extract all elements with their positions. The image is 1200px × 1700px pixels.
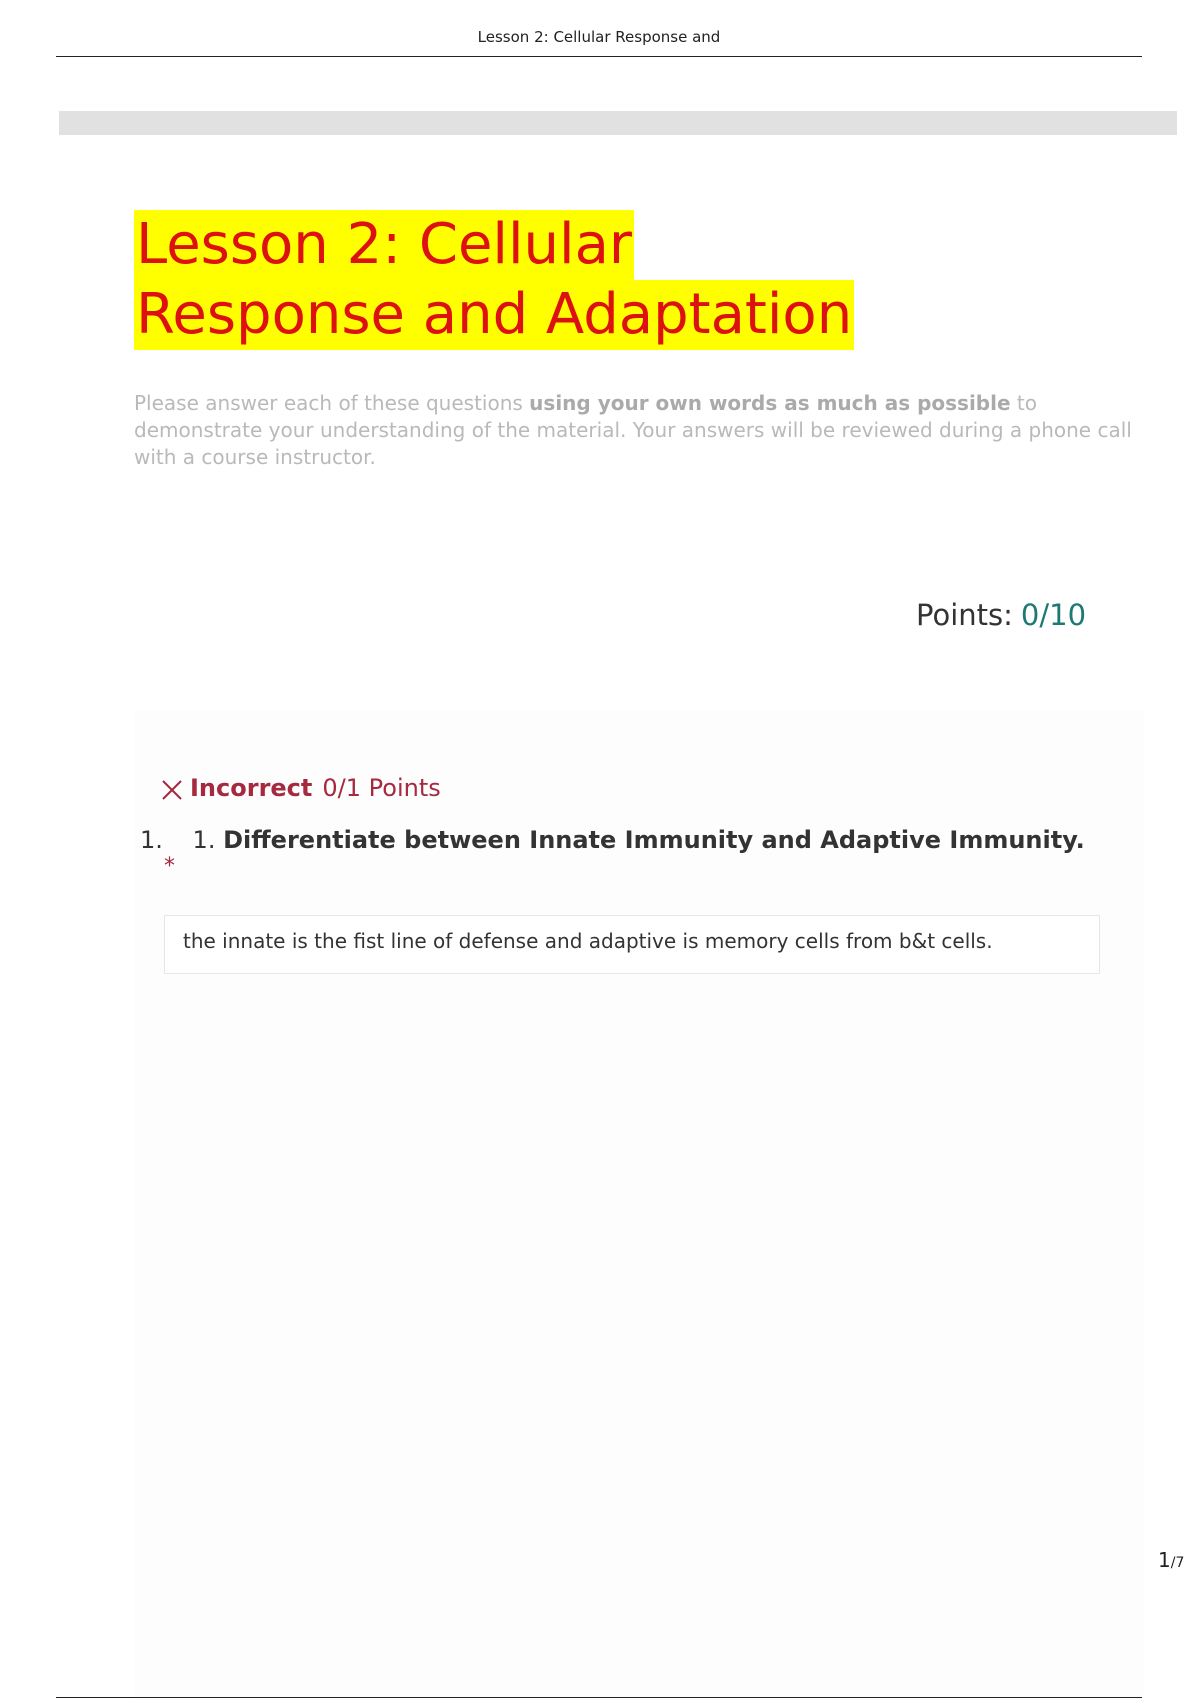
instructions-emphasis: using your own words as much as possible (529, 391, 1011, 415)
required-marker: * (164, 854, 175, 879)
instructions (134, 390, 1164, 471)
instructions-start: Please answer each of these questions (134, 391, 530, 415)
question-text: Differentiate between Innate Immunity and Adaptive Immunity. (223, 826, 1085, 854)
footer-rule (56, 1697, 1142, 1698)
question-number: 1. (192, 826, 216, 854)
points-label: Points: (916, 598, 1013, 632)
lesson-title (134, 210, 854, 350)
page-total: /7 (1170, 1555, 1185, 1571)
answer-field[interactable] (164, 915, 1100, 974)
result-points: 0/1 Points (322, 774, 441, 802)
question-section (134, 710, 1144, 1700)
points-value: 0/10 (1020, 598, 1087, 632)
lesson-title-line-1: Lesson 2: Cellular (134, 210, 634, 280)
question-result (160, 772, 441, 802)
running-title: Lesson 2: Cellular Response and (477, 28, 721, 46)
form-top-bar (59, 111, 1177, 135)
total-points (916, 598, 1086, 632)
page-current: 1 (1158, 1548, 1171, 1572)
instructions-end: to demonstrate your understanding of the material. Your answers will be reviewed during a phone call with a course instructor. (134, 391, 1132, 469)
result-status: Incorrect (190, 774, 313, 802)
page-header (56, 26, 1142, 57)
close-icon (160, 778, 184, 802)
question-1 (140, 826, 1085, 854)
question-list-number: 1. (140, 826, 163, 854)
answer-text: the innate is the fist line of defense and adaptive is memory cells from b&t cells. (183, 929, 993, 953)
page-number (1158, 1548, 1184, 1572)
lesson-title-line-2: Response and Adaptation (134, 280, 854, 350)
